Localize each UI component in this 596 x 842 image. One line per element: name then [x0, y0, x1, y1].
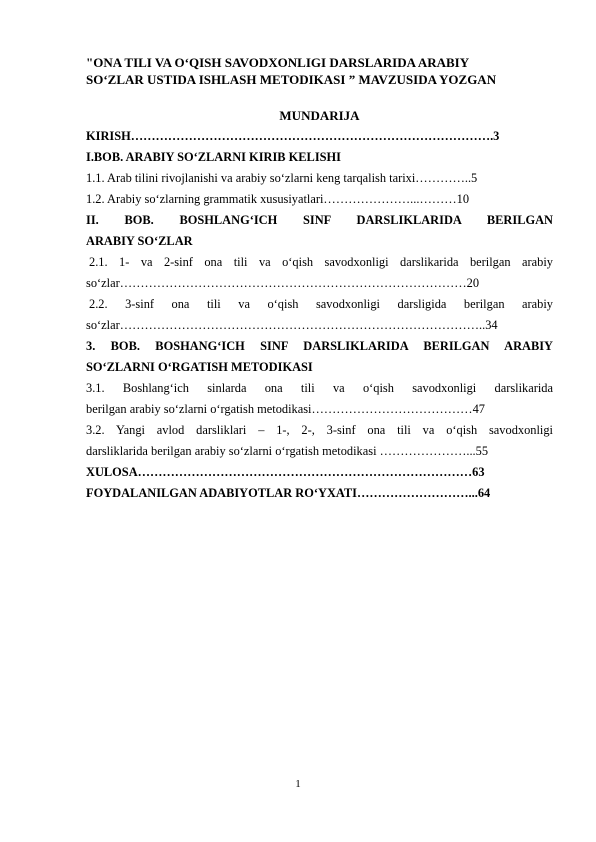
toc-section-2-1-line-1: 2.1. 1- va 2-sinf ona tili va o‘qish savodxonligi darslikarida berilgan arabiy: [89, 255, 553, 269]
toc-section-2-2-line-1: 2.2. 3-sinf ona tili va o‘qish savodxonligi darsligida berilgan arabiy: [89, 297, 553, 311]
toc-section-1-2: 1.2. Arabiy so‘zlarning grammatik xususiyatlari…………………...………10: [86, 192, 470, 206]
toc-section-3-1-line-2: berilgan arabiy so‘zlarni o‘rgatish metodikasi…………………………………47: [86, 402, 485, 416]
toc-entry-xulosa: XULOSA………………………………………………………………………63: [86, 465, 485, 479]
toc-section-3-2-line-2: darsliklarida berilgan arabiy so‘zlarni o‘rgatish metodikasi …………………...55: [86, 444, 489, 458]
toc-chapter-3-line-1: 3. BOB. BOSHANG‘ICH SINF DARSLIKLARIDA BERILGAN ARABIY: [86, 339, 553, 353]
toc-chapter-1: I.BOB. ARABIY SO‘ZLARNI KIRIB KELISHI: [86, 150, 341, 164]
toc-section-3-1-line-1: 3.1. Boshlang‘ich sinlarda ona tili va o‘qish savodxonligi darslikarida: [86, 381, 553, 395]
toc-section-3-2-line-1: 3.2. Yangi avlod darsliklari – 1-, 2-, 3-sinf ona tili va o‘qish savodxonligi: [86, 423, 553, 437]
contents-heading: MUNDARIJA: [279, 108, 360, 123]
toc-chapter-3-line-2: SO‘ZLARNI O‘RGATISH METODIKASI: [86, 360, 313, 374]
document-title: [86, 54, 553, 88]
toc-section-1-1: 1.1. Arab tilini rivojlanishi va arabiy so‘zlarni keng tarqalish tarixi…………..5: [86, 171, 478, 185]
title-line-1: "ONA TILI VA O‘QISH SAVODXONLIGI DARSLARIDA ARABIY: [86, 55, 470, 70]
toc-chapter-2-line-2: ARABIY SO‘ZLAR: [86, 234, 193, 248]
table-of-contents: [86, 126, 553, 504]
toc-entry-kirish: KIRISH…………………………………………………………………………….3: [86, 129, 500, 143]
document-page: [86, 54, 553, 504]
title-line-2: SO‘ZLAR USTIDA ISHLASH METODIKASI ” MAVZUSIDA YOZGAN: [86, 72, 497, 87]
toc-entry-references: FOYDALANILGAN ADABIYOTLAR RO‘YXATI………………………...64: [86, 486, 491, 500]
toc-section-2-2-line-2: so‘zlar……………………………………………………………………………..34: [86, 318, 498, 332]
page-number: 1: [295, 778, 301, 790]
toc-chapter-2-line-1: II. BOB. BOSHLANG‘ICH SINF DARSLIKLARIDA BERILGAN: [86, 213, 553, 227]
toc-section-2-1-line-2: so‘zlar…………………………………………………………………………20: [86, 276, 480, 290]
